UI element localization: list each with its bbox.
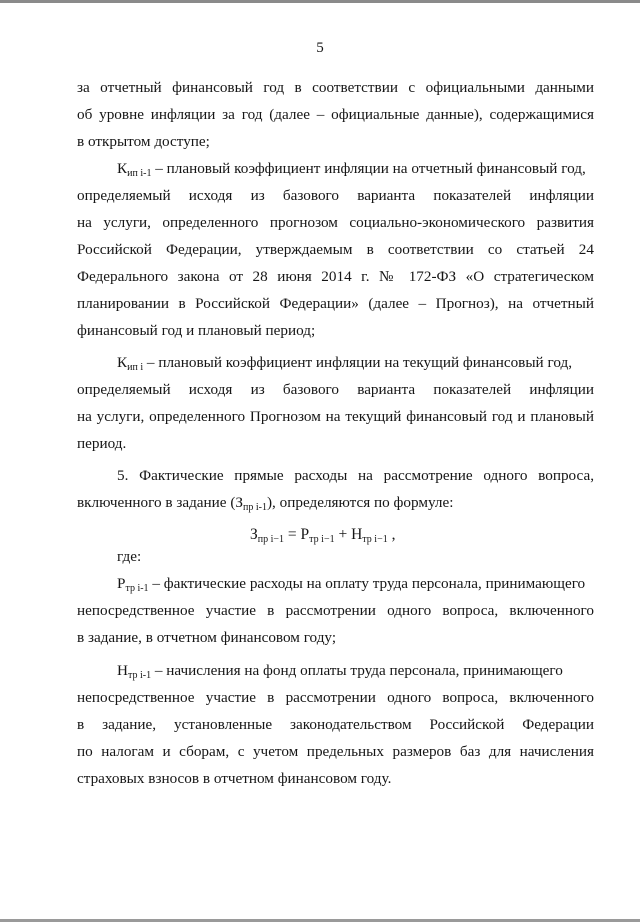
- formula-punctuation: ,: [387, 526, 396, 543]
- paragraph-line: страховых взносов в отчетном финансовом году.: [77, 770, 392, 787]
- text-fragment: включенного в задание (З: [77, 494, 244, 511]
- symbol-subscript: ип i-1: [127, 168, 152, 179]
- formula-symbol: Р: [300, 526, 310, 543]
- definition-text: – плановый коэффициент инфляции на отчетный финансовый год,: [151, 160, 586, 177]
- paragraph-line: непосредственное участие в рассмотрении одного вопроса, включенного: [77, 602, 594, 619]
- scan-top-edge: [0, 0, 640, 3]
- symbol-subscript: пр i-1: [243, 502, 267, 513]
- paragraph-line: финансовый год и плановый период;: [77, 322, 316, 339]
- formula-subscript: пр i−1: [257, 534, 285, 545]
- paragraph-line: определяемый исходя из базового варианта показателей инфляции: [77, 187, 594, 204]
- definition-kip-current: [117, 354, 594, 374]
- formula: [250, 526, 395, 544]
- paragraph-line: на услуги, определенного прогнозом социально-экономического развития: [77, 214, 594, 231]
- definition-text: – плановый коэффициент инфляции на текущий финансовый год,: [143, 354, 573, 371]
- paragraph-line: [77, 494, 594, 514]
- paragraph-line: определяемый исходя из базового варианта показателей инфляции: [77, 381, 594, 398]
- definition-text: – фактические расходы на оплату труда персонала, принимающего: [148, 575, 586, 592]
- paragraph-line: в задание, в отчетном финансовом году;: [77, 629, 337, 646]
- formula-operator: +: [334, 526, 352, 543]
- formula-operator: =: [284, 526, 301, 543]
- definition-rtr: [117, 575, 594, 595]
- formula-subscript: тр i−1: [309, 534, 335, 545]
- paragraph-line: по налогам и сборам, с учетом предельных размеров баз для начисления: [77, 743, 594, 760]
- paragraph-line: непосредственное участие в рассмотрении одного вопроса, включенного: [77, 689, 594, 706]
- paragraph-line: об уровне инфляции за год (далее – официальные данные), содержащимися: [77, 106, 594, 123]
- where-label: где:: [117, 548, 142, 565]
- paragraph-line: за отчетный финансовый год в соответствии с официальными данными: [77, 79, 594, 96]
- page-number: 5: [316, 40, 324, 56]
- section-5-heading-line: 5. Фактические прямые расходы на рассмотрение одного вопроса,: [117, 467, 594, 484]
- definition-ntr: [117, 662, 594, 682]
- symbol: К: [117, 354, 128, 371]
- symbol-subscript: тр i-1: [127, 670, 152, 681]
- formula-symbol: Н: [351, 526, 363, 543]
- paragraph-line: в открытом доступе;: [77, 133, 210, 150]
- symbol: Н: [117, 662, 128, 679]
- formula-subscript: тр i−1: [362, 534, 388, 545]
- definition-kip-prev: [117, 160, 594, 180]
- symbol: К: [117, 160, 128, 177]
- definition-text: – начисления на фонд оплаты труда персонала, принимающего: [151, 662, 563, 679]
- paragraph-line: Российской Федерации, утверждаемым в соответствии со статьей 24: [77, 241, 594, 258]
- paragraph-line: в задание, установленные законодательством Российской Федерации: [77, 716, 594, 733]
- symbol-subscript: тр i-1: [125, 583, 149, 594]
- text-fragment: ), определяются по формуле:: [266, 494, 454, 511]
- paragraph-line: планировании в Российской Федерации» (далее – Прогноз), на отчетный: [77, 295, 594, 312]
- paragraph-line: на услуги, определенного Прогнозом на текущий финансовый год и плановый: [77, 408, 594, 425]
- paragraph-line: период.: [77, 435, 127, 452]
- symbol-subscript: ип i: [127, 362, 144, 373]
- symbol: Р: [117, 575, 126, 592]
- paragraph-line: Федерального закона от 28 июня 2014 г. № 172-ФЗ «О стратегическом: [77, 268, 594, 285]
- formula-symbol: З: [250, 526, 258, 543]
